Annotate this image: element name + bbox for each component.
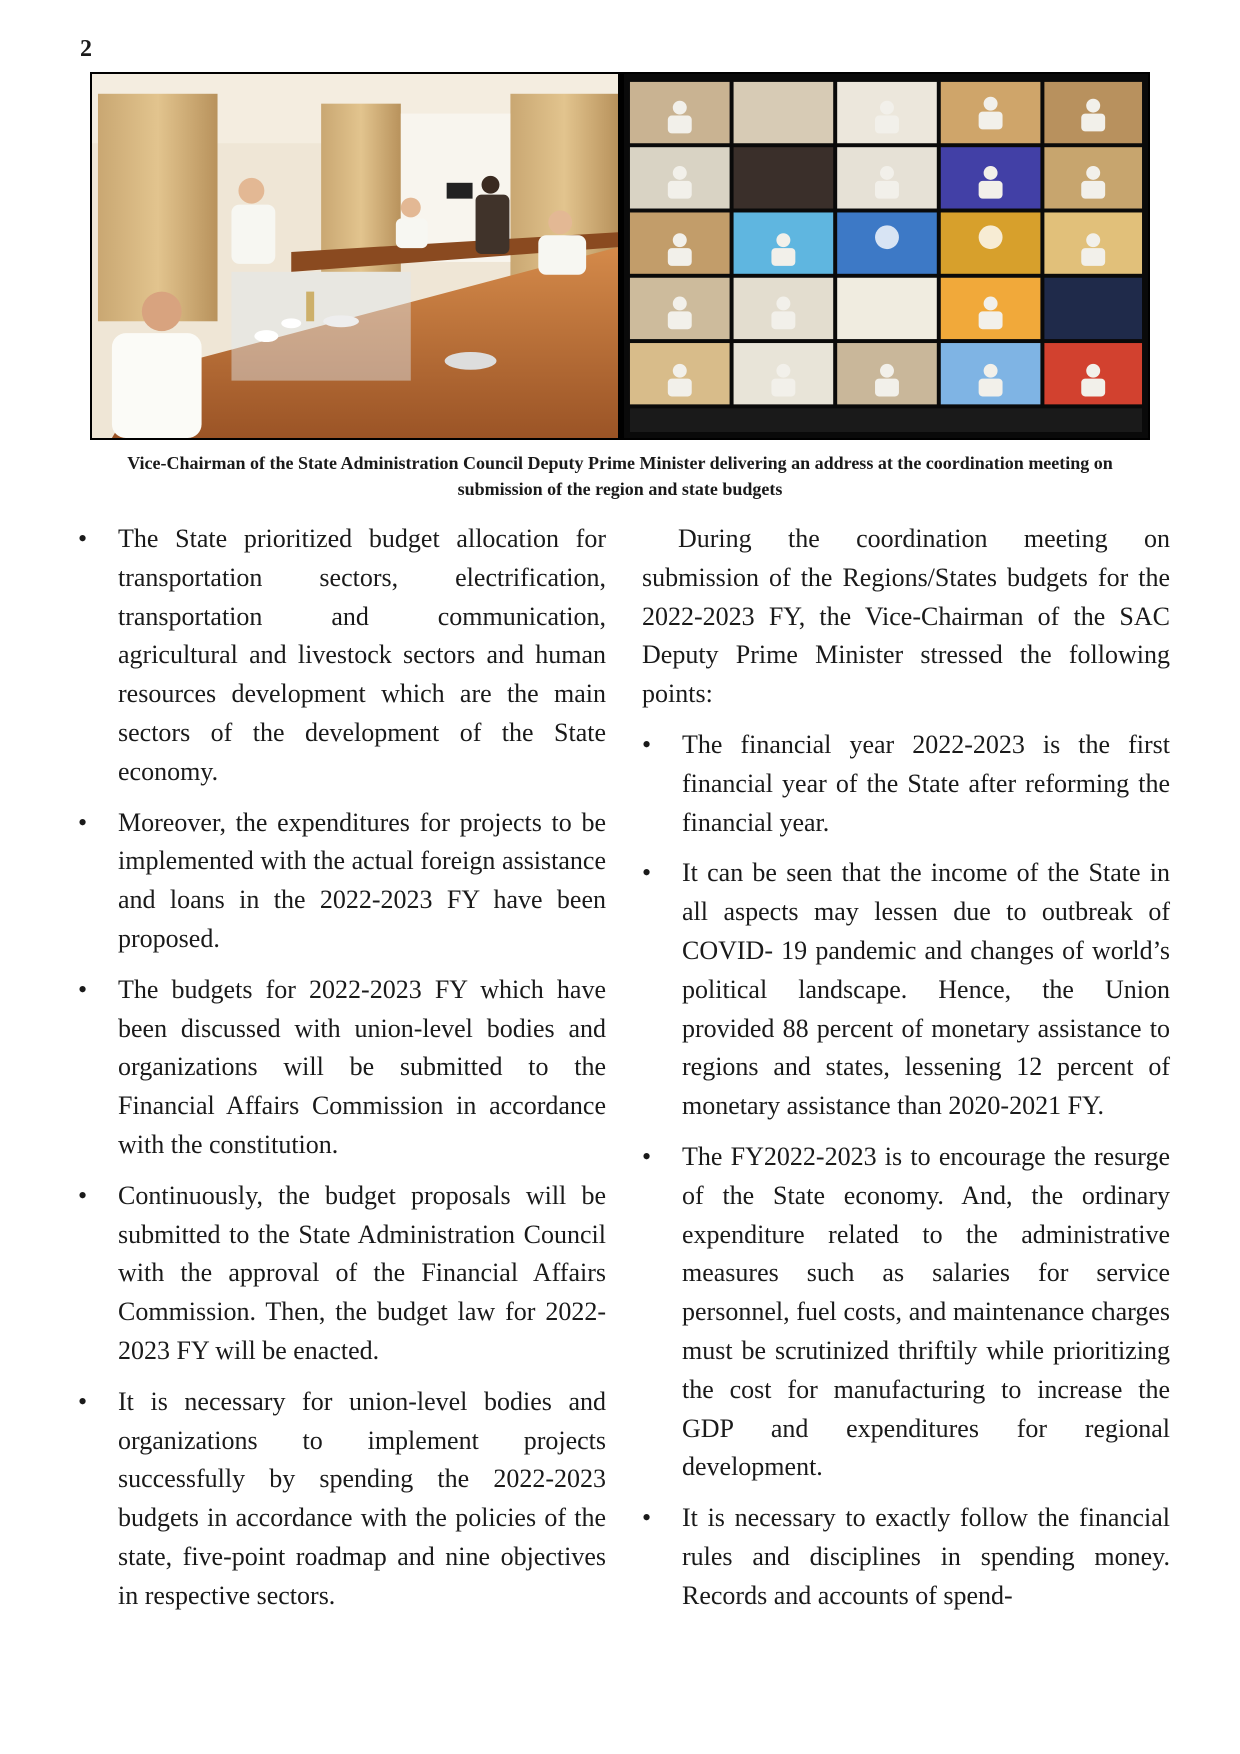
- photo-caption: Vice-Chairman of the State Administration Council Deputy Prime Minister delivering an address at the coordination meeting on submission of the region and state budgets: [127, 453, 1113, 499]
- meeting-photo: [90, 72, 1150, 440]
- meeting-room-photo-icon: [92, 74, 618, 438]
- left-column: [78, 520, 606, 1628]
- bullet-icon: •: [642, 1503, 652, 1533]
- right-bullet-list: [642, 726, 1170, 1616]
- list-item: [642, 1499, 1170, 1615]
- bullet-icon: •: [78, 974, 88, 1004]
- list-item: [78, 971, 606, 1165]
- list-item: [642, 726, 1170, 842]
- list-item: [78, 804, 606, 959]
- list-item-text: It is necessary for union-level bodies and organizations to implement projects successfully by spending the 2022-2023 budgets in accordance with the policies of the state, five-point roadmap and nine objectives in respective sectors.: [118, 1386, 606, 1610]
- meeting-photo-illustration: [92, 74, 1148, 438]
- bullet-icon: •: [78, 1180, 88, 1210]
- list-item-text: The FY2022-2023 is to encourage the resurge of the State economy. And, the ordinary expenditure related to the administrative measures such as salaries for service personnel, fuel costs, and maintenance charges must be scrutinized thriftily while prioritizing the cost for manufacturing to increase the GDP and expenditures for regional development.: [682, 1141, 1170, 1482]
- intro-paragraph: During the coordination meeting on submission of the Regions/States budgets for the 2022-2023 FY, the Vice-Chairman of the SAC Deputy Prime Minister stressed the following points:: [642, 524, 1170, 709]
- list-item-text: It can be seen that the income of the State in all aspects may lessen due to outbreak of COVID- 19 pandemic and changes of world’s political landscape. Hence, the Union provided 88 percent of monetary assistance to regions and states, lessening 12 percent of monetary assistance than 2020-2021 FY.: [682, 858, 1170, 1121]
- list-item-text: Moreover, the expenditures for projects to be implemented with the actual foreign assistance and loans in the 2022-2023 FY have been proposed.: [118, 807, 606, 953]
- bullet-icon: •: [78, 524, 88, 553]
- list-item: [642, 854, 1170, 1126]
- list-item: [78, 1383, 606, 1616]
- list-item-text: Continuously, the budget proposals will be submitted to the State Administration Council with the approval of the Financial Affairs Commission. Then, the budget law for 2022-2023 FY will be enacted.: [118, 1180, 606, 1365]
- bullet-icon: •: [78, 1386, 88, 1416]
- right-column: [642, 520, 1170, 1628]
- bullet-icon: •: [642, 1141, 652, 1171]
- left-bullet-list: [78, 520, 606, 1616]
- list-item-text: The financial year 2022-2023 is the first financial year of the State after reforming the financial year.: [682, 729, 1170, 837]
- list-item: [78, 520, 606, 792]
- bullet-icon: •: [78, 807, 88, 837]
- list-item: [78, 1177, 606, 1371]
- list-item-text: The State prioritized budget allocation for transportation sectors, electrification, transportation and communication, agricultural and livestock sectors and human resources development which are the main sectors of the development of the State economy.: [118, 524, 606, 786]
- list-item: [642, 1138, 1170, 1487]
- page-number: 2: [80, 36, 92, 62]
- list-item-text: It is necessary to exactly follow the financial rules and disciplines in spending money. Records and accounts of spend-: [682, 1503, 1170, 1610]
- bullet-icon: •: [642, 729, 652, 759]
- video-conference-grid-photo-icon: [624, 74, 1148, 438]
- list-item-text: The budgets for 2022-2023 FY which have been discussed with union-level bodies and organizations will be submitted to the Financial Affairs Commission in accordance with the constitution.: [118, 974, 606, 1159]
- bullet-icon: •: [642, 858, 652, 888]
